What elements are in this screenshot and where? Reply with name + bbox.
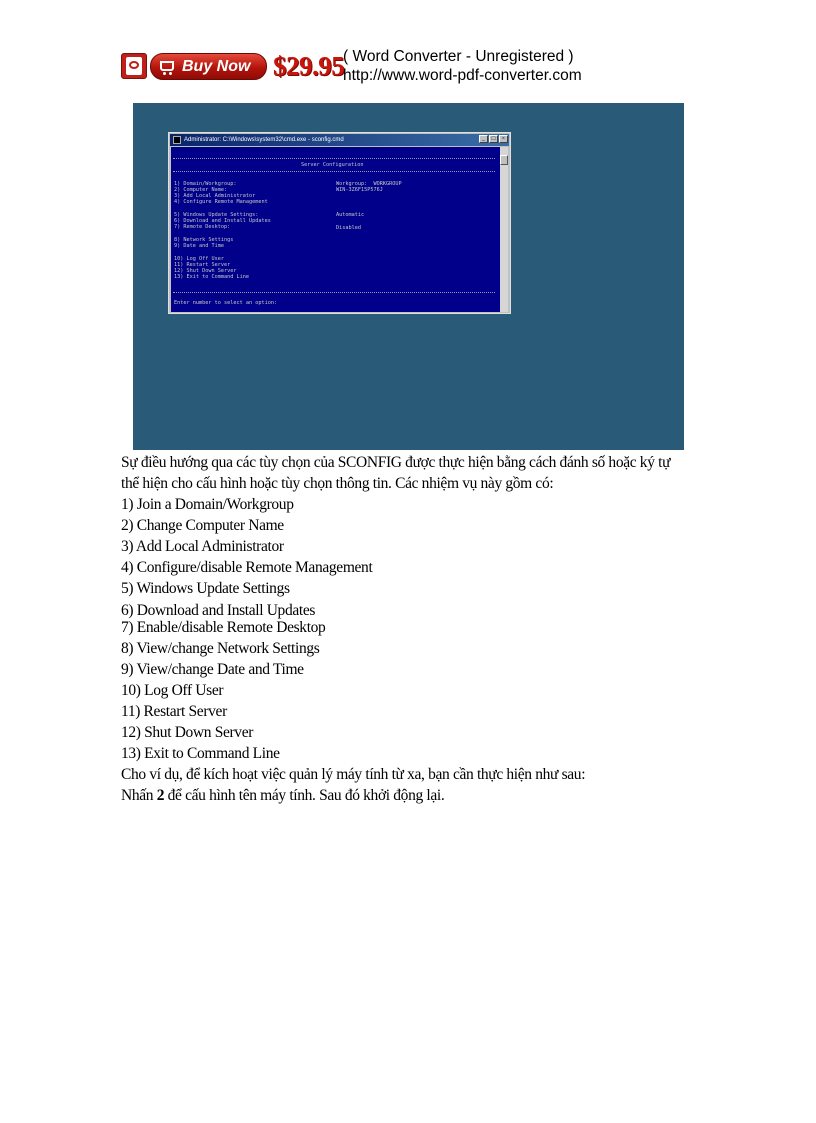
pdf-logo-icon xyxy=(121,53,147,79)
step-prefix: Nhấn xyxy=(121,787,157,804)
menu-option: 11) Restart Server xyxy=(174,262,231,268)
list-item: 3) Add Local Administrator xyxy=(121,538,284,555)
list-item: 1) Join a Domain/Workgroup xyxy=(121,496,294,513)
separator-line xyxy=(173,158,495,159)
menu-option: 9) Date and Time xyxy=(174,243,224,249)
watermark-text xyxy=(343,47,582,85)
price-tag: $29.95 xyxy=(273,51,345,81)
list-item: 5) Windows Update Settings xyxy=(121,580,290,597)
console-output xyxy=(171,147,500,312)
workgroup-value: Workgroup: WORKGROUP xyxy=(336,181,402,187)
list-item: 9) View/change Date and Time xyxy=(121,661,304,678)
computer-name-value: WIN-3Z6F15P576J xyxy=(336,187,383,193)
menu-option: 5) Windows Update Settings: xyxy=(174,212,259,218)
menu-option: 8) Network Settings xyxy=(174,237,234,243)
menu-option: 4) Configure Remote Management xyxy=(174,199,268,205)
list-item: 7) Enable/disable Remote Desktop xyxy=(121,619,326,636)
list-item: 8) View/change Network Settings xyxy=(121,640,320,657)
separator-line xyxy=(173,292,495,293)
shopping-cart-icon xyxy=(160,61,174,71)
console-scrollbar[interactable] xyxy=(500,147,508,312)
remote-desktop-value: Disabled xyxy=(336,225,361,231)
watermark-line-1: ( Word Converter - Unregistered ) xyxy=(343,48,574,65)
menu-option: 2) Computer Name: xyxy=(174,187,228,193)
cmd-titlebar xyxy=(170,134,509,146)
menu-option: 3) Add Local Administrator xyxy=(174,193,256,199)
cmd-app-icon xyxy=(173,136,181,144)
list-item: 2) Change Computer Name xyxy=(121,517,284,534)
intro-line-1: Sự điều hướng qua các tùy chọn của SCONFIG được thực hiện bằng cách đánh số hoặc ký tự xyxy=(121,454,671,471)
console-prompt: Enter number to select an option: xyxy=(174,300,278,306)
close-icon[interactable]: × xyxy=(499,135,508,143)
intro-line-2: thể hiện cho cấu hình hoặc tùy chọn thông tin. Các nhiệm vụ này gồm có: xyxy=(121,475,554,492)
menu-option: 1) Domain/Workgroup: xyxy=(174,181,237,187)
list-item: 4) Configure/disable Remote Management xyxy=(121,559,373,576)
step-suffix: để cấu hình tên máy tính. Sau đó khởi động lại. xyxy=(164,787,445,804)
list-item: 11) Restart Server xyxy=(121,703,227,720)
minimize-icon[interactable]: _ xyxy=(479,135,488,143)
list-item: 12) Shut Down Server xyxy=(121,724,254,741)
list-item: 10) Log Off User xyxy=(121,682,224,699)
list-item: 13) Exit to Command Line xyxy=(121,745,280,762)
menu-option: 12) Shut Down Server xyxy=(174,268,237,274)
console-header: Server Configuration xyxy=(301,162,364,168)
cmd-window xyxy=(168,132,511,314)
menu-option: 6) Download and Install Updates xyxy=(174,218,271,224)
example-sentence: Cho ví dụ, để kích hoạt việc quản lý máy tính từ xa, bạn cần thực hiện như sau: xyxy=(121,766,586,783)
buy-now-button[interactable] xyxy=(150,53,267,80)
converter-watermark-banner xyxy=(121,50,591,84)
cmd-window-title: Administrator: C:\Windows\system32\cmd.exe - sconfig.cmd xyxy=(184,137,344,143)
step-key: 2 xyxy=(156,787,165,804)
menu-option: 10) Log Off User xyxy=(174,256,224,262)
windows-update-value: Automatic xyxy=(336,212,365,218)
step-instruction xyxy=(121,786,444,805)
list-item: 6) Download and Install Updates xyxy=(121,602,316,619)
maximize-icon[interactable]: □ xyxy=(489,135,498,143)
buy-now-label: Buy Now xyxy=(182,58,251,75)
menu-option: 13) Exit to Command Line xyxy=(174,274,249,280)
sconfig-screenshot xyxy=(133,103,684,450)
watermark-url-link[interactable]: http://www.word-pdf-converter.com xyxy=(343,67,582,84)
separator-line xyxy=(173,171,495,172)
menu-option: 7) Remote Desktop: xyxy=(174,224,231,230)
